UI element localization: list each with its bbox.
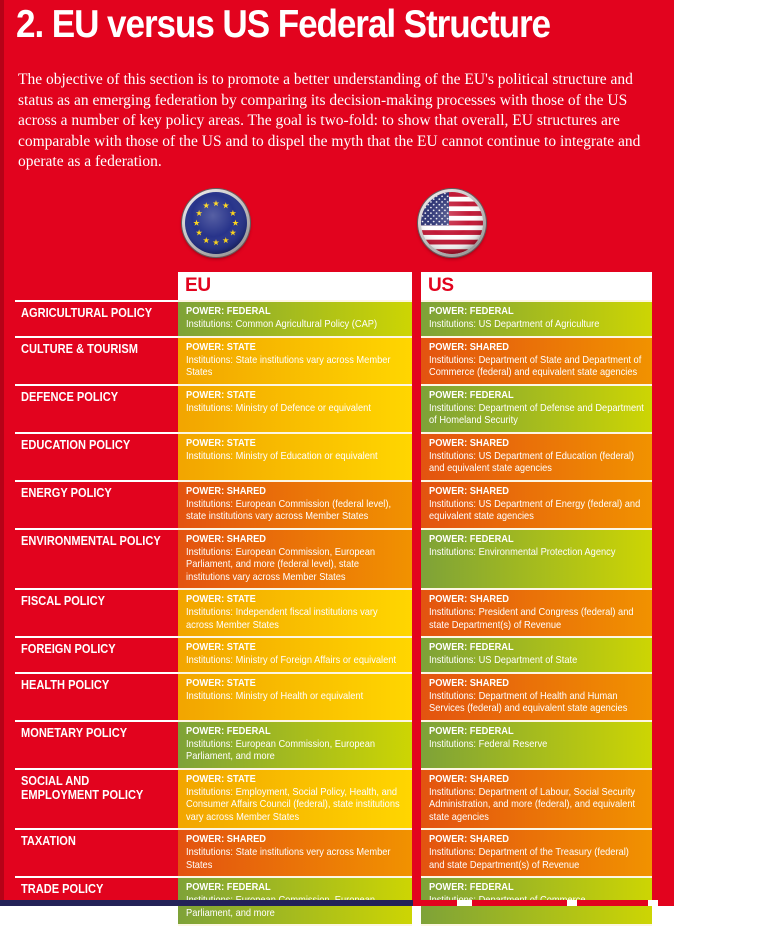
row-label	[15, 384, 178, 432]
row-label-text: FISCAL POLICY	[21, 594, 106, 608]
power-label: POWER: STATE	[186, 388, 256, 401]
power-label: POWER: SHARED	[429, 772, 510, 785]
institutions-text: Institutions: Federal Reserve	[429, 737, 548, 750]
row-label	[15, 672, 178, 720]
row-label-text: AGRICULTURAL POLICY	[21, 306, 153, 320]
footer-stripe-segment	[457, 900, 472, 906]
cell-text	[429, 341, 644, 379]
policy-cell-eu	[178, 828, 412, 876]
institutions-text: Institutions: State institutions vary across Member States	[186, 353, 391, 378]
table-row	[15, 588, 652, 636]
power-label: POWER: FEDERAL	[186, 881, 271, 893]
footer-eu-navy-segment	[0, 900, 413, 906]
institutions-text: Institutions: European Commission, European Parliament, and more	[186, 737, 376, 762]
institutions-text: Institutions: Environmental Protection Agency	[429, 545, 616, 558]
cell-text	[186, 677, 404, 703]
power-label: POWER: FEDERAL	[429, 881, 514, 893]
power-label: POWER: SHARED	[429, 436, 510, 449]
power-label: POWER: STATE	[186, 676, 256, 689]
policy-cell-eu	[178, 384, 412, 432]
table-row	[15, 828, 652, 876]
policy-cell-us	[421, 384, 652, 432]
institutions-text: Institutions: President and Congress (federal) and state Department(s) of Revenue	[429, 606, 634, 631]
table-row	[15, 672, 652, 720]
policy-cell-us	[421, 672, 652, 720]
column-header-us: US	[421, 272, 652, 300]
footer-stripe	[0, 900, 674, 906]
row-label	[15, 768, 178, 829]
power-label: POWER: SHARED	[429, 340, 510, 353]
policy-cell-us	[421, 528, 652, 589]
cell-text	[186, 641, 404, 667]
table-row	[15, 480, 652, 528]
table-row	[15, 432, 652, 480]
power-label: POWER: FEDERAL	[429, 388, 514, 401]
footer-stripe-segment	[658, 900, 674, 906]
cell-text	[429, 833, 644, 871]
cell-text	[429, 677, 644, 715]
institutions-text: Institutions: Department of Defense and Department of Homeland Security	[429, 401, 644, 426]
institutions-text: Institutions: Ministry of Foreign Affairs or equivalent	[186, 654, 397, 666]
power-label: POWER: STATE	[186, 436, 256, 449]
cell-text	[429, 389, 644, 427]
row-label	[15, 828, 178, 876]
policy-cell-eu	[178, 432, 412, 480]
row-label-text: TAXATION	[21, 834, 76, 848]
header-spacer	[15, 272, 178, 300]
cell-text	[186, 437, 404, 463]
row-label-text: DEFENCE POLICY	[21, 389, 119, 404]
row-label-text: TRADE POLICY	[21, 882, 104, 896]
cell-text	[186, 593, 404, 631]
policy-cell-us	[421, 300, 652, 336]
row-label	[15, 480, 178, 528]
policy-cell-eu	[178, 528, 412, 589]
row-label	[15, 636, 178, 672]
policy-cell-eu	[178, 588, 412, 636]
cell-text	[186, 485, 404, 523]
institutions-text: Institutions: Common Agricultural Policy (CAP)	[186, 318, 378, 330]
row-label	[15, 588, 178, 636]
policy-cell-us	[421, 480, 652, 528]
power-label: POWER: SHARED	[186, 833, 267, 845]
power-label: POWER: FEDERAL	[429, 724, 514, 737]
row-label	[15, 528, 178, 589]
policy-cell-us	[421, 636, 652, 672]
cell-text	[186, 833, 404, 871]
power-label: POWER: FEDERAL	[186, 724, 271, 737]
row-label	[15, 336, 178, 384]
cell-text	[186, 305, 404, 331]
cell-text	[186, 341, 404, 379]
table-header	[15, 272, 652, 300]
institutions-text: Institutions: US Department of Energy (federal) and equivalent state agencies	[429, 497, 641, 522]
cell-text	[186, 389, 404, 415]
institutions-text: Institutions: State institutions very across Member States	[186, 846, 391, 871]
table-row	[15, 300, 652, 336]
power-label: POWER: STATE	[186, 772, 256, 785]
institutions-text: Institutions: European Commission, European Parliament, and more (federal level), state institutions vary across Member States	[186, 545, 376, 583]
row-label-text: CULTURE & TOURISM	[21, 341, 138, 356]
table-row	[15, 384, 652, 432]
policy-cell-eu	[178, 480, 412, 528]
cell-text	[429, 641, 644, 667]
table-row	[15, 720, 652, 768]
institutions-text: Institutions: Department of State and Department of Commerce (federal) and equivalent state agencies	[429, 353, 642, 378]
row-label-text: FOREIGN POLICY	[21, 642, 116, 656]
cell-text	[429, 725, 644, 751]
policy-cell-us	[421, 336, 652, 384]
row-label-text: SOCIAL AND EMPLOYMENT POLICY	[21, 773, 144, 802]
policy-cell-eu	[178, 672, 412, 720]
cell-text	[429, 773, 644, 824]
power-label: POWER: FEDERAL	[429, 641, 514, 653]
institutions-text: Institutions: Ministry of Health or equivalent	[186, 689, 364, 702]
row-label-text: EDUCATION POLICY	[21, 437, 131, 452]
policy-cell-us	[421, 768, 652, 829]
power-label: POWER: FEDERAL	[429, 305, 514, 317]
cell-text	[186, 725, 404, 763]
table-row	[15, 768, 652, 829]
power-label: POWER: FEDERAL	[429, 532, 514, 545]
institutions-text: Institutions: Ministry of Education or equivalent	[186, 449, 378, 462]
row-label	[15, 432, 178, 480]
power-label: POWER: SHARED	[429, 484, 510, 497]
row-label-text: ENERGY POLICY	[21, 485, 112, 500]
cell-text	[429, 305, 644, 331]
row-label	[15, 720, 178, 768]
footer-stripe-segment	[577, 900, 648, 906]
power-label: POWER: SHARED	[186, 484, 267, 497]
institutions-text: Institutions: US Department of Education (federal) and equivalent state agencies	[429, 449, 635, 474]
table-row	[15, 528, 652, 589]
cell-text	[186, 773, 404, 824]
policy-cell-us	[421, 432, 652, 480]
power-label: POWER: STATE	[186, 641, 256, 653]
institutions-text: Institutions: US Department of State	[429, 654, 578, 666]
institutions-text: Institutions: Employment, Social Policy, Health, and Consumer Affairs Council (federal), state institutions vary across Member States	[186, 785, 400, 823]
institutions-text: Parliament, and more	[186, 906, 275, 919]
column-header-eu: EU	[178, 272, 412, 300]
cell-text	[186, 533, 404, 584]
policy-cell-eu	[178, 720, 412, 768]
policy-cell-us	[421, 828, 652, 876]
eu-flag-icon	[182, 189, 250, 257]
institutions-text: Institutions: Department of Labour, Social Security Administration, and more (federal), and equivalent state agencies	[429, 785, 636, 823]
institutions-text: Institutions: US Department of Agriculture	[429, 318, 600, 330]
policy-cell-eu	[178, 636, 412, 672]
cell-text	[429, 533, 644, 559]
cell-text	[429, 437, 644, 475]
power-label: POWER: SHARED	[429, 676, 510, 689]
row-label-text: ENVIRONMENTAL POLICY	[21, 533, 161, 548]
page-title: 2. EU versus US Federal Structure	[16, 3, 550, 46]
power-label: POWER: SHARED	[186, 532, 267, 545]
institutions-text: Institutions: Ministry of Defence or equivalent	[186, 401, 371, 414]
power-label: POWER: FEDERAL	[186, 305, 271, 317]
row-label	[15, 300, 178, 336]
policy-cell-eu	[178, 768, 412, 829]
footer-stripe-segment	[472, 900, 567, 906]
policy-cell-us	[421, 720, 652, 768]
institutions-text: Institutions: Department of the Treasury (federal) and state Department(s) of Revenue	[429, 846, 629, 871]
power-label: POWER: STATE	[186, 340, 256, 353]
institutions-text: Institutions: Independent fiscal institutions vary across Member States	[186, 606, 378, 631]
row-label-text: MONETARY POLICY	[21, 725, 128, 740]
table-row	[15, 336, 652, 384]
footer-stripe-segment	[413, 900, 457, 906]
policy-cell-eu	[178, 300, 412, 336]
institutions-text: Institutions: Department of Health and Human Services (federal) and equivalent state agencies	[429, 689, 628, 714]
policy-cell-us	[421, 588, 652, 636]
power-label: POWER: SHARED	[429, 833, 510, 845]
cell-text	[429, 485, 644, 523]
row-label-text: HEALTH POLICY	[21, 677, 110, 692]
intro-paragraph: The objective of this section is to promote a better understanding of the EU's political structure and status as an emerging federation by comparing its decision-making processes with those of the US across a number of key policy areas. The goal is two-fold: to show that overall, EU structures are comparable with those of the US and to dispel the myth that the EU cannot continue to integrate and operate as a federation.	[18, 71, 641, 170]
footer-stripe-segment	[567, 900, 577, 906]
policy-cell-eu	[178, 336, 412, 384]
table-row	[15, 636, 652, 672]
power-label: POWER: SHARED	[429, 593, 510, 605]
comparison-table	[15, 272, 652, 926]
table-body	[15, 300, 652, 926]
cell-text	[429, 593, 644, 631]
footer-stripe-segment	[648, 900, 658, 906]
power-label: POWER: STATE	[186, 593, 256, 605]
institutions-text: Institutions: European Commission (federal level), state institutions vary across Member States	[186, 497, 392, 522]
us-flag-icon	[418, 189, 486, 257]
